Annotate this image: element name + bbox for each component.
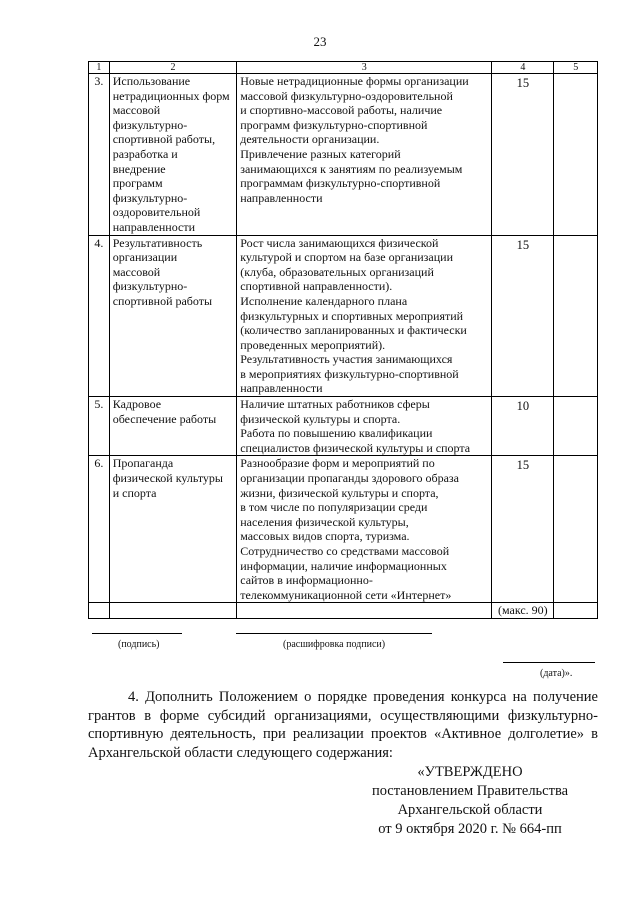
- approval-block: [340, 763, 600, 839]
- table-body: [89, 74, 598, 603]
- table-row: [89, 74, 598, 236]
- indicator-line: физкультурных и спортивных мероприятий: [240, 308, 464, 323]
- table-row: [89, 235, 598, 397]
- table-cell: [237, 603, 492, 619]
- max-score: [492, 74, 554, 236]
- total-score: (макс. 90): [492, 603, 554, 619]
- max-score: [492, 235, 554, 397]
- header-cell: 5: [554, 62, 598, 74]
- indicator-line: в мероприятиях физкультурно-спортивной: [240, 366, 459, 381]
- decoding-line: [236, 633, 432, 634]
- criterion-line: физической культуры: [112, 471, 223, 486]
- indicator-line: Результативность участия занимающихся: [240, 352, 453, 367]
- row-number: [89, 74, 110, 236]
- approval-title: «УТВЕРЖДЕНО: [417, 764, 523, 780]
- table-cell: [89, 603, 110, 619]
- indicators-cell: [237, 456, 492, 603]
- indicator-line: и спортивно-массовой работы, наличие: [240, 103, 443, 118]
- criterion-line: физкультурно-: [112, 279, 188, 294]
- decoding-caption: (расшифровка подписи): [283, 639, 386, 650]
- indicator-line: (количество запланированных и фактически: [240, 323, 467, 338]
- indicator-line: спортивной направленности).: [240, 279, 393, 294]
- criterion-line: спортивной работы: [112, 293, 213, 308]
- approval-line: от 9 октября 2020 г. № 664-пп: [378, 821, 562, 837]
- criterion-cell: [109, 74, 237, 236]
- table-cell: [109, 603, 237, 619]
- max-score: [492, 456, 554, 603]
- paragraph-text: 4. Дополнить Положением о порядке проведения конкурса на получение грантов в форме субсидий организациями, осуществляющими физкультурно-спортивную деятельность, при реализации проектов «Активное долголетие» в Архангельской области следующего содержания:: [88, 689, 598, 761]
- criterion-line: массовой физкультурно-: [112, 103, 188, 132]
- criterion-line: Использование: [112, 74, 191, 88]
- indicator-line: населения физической культуры,: [240, 514, 409, 529]
- header-cell: 1: [89, 62, 110, 74]
- criterion-line: организации: [112, 250, 178, 265]
- indicator-line: Работа по повышению квалификации: [240, 426, 433, 441]
- date-caption: (дата)».: [540, 668, 573, 679]
- indicator-line: Новые нетрадиционные формы организации: [240, 74, 469, 88]
- indicator-line: Привлечение разных категорий: [240, 146, 401, 161]
- note-cell: [554, 235, 598, 397]
- criteria-table: [88, 61, 598, 619]
- amendment-paragraph: [88, 688, 598, 762]
- indicator-line: физической культуры и спорта.: [240, 411, 401, 426]
- criterion-cell: [109, 397, 237, 456]
- indicator-line: Рост числа занимающихся физической: [240, 235, 439, 250]
- indicator-line: программ физкультурно-спортивной: [240, 117, 428, 132]
- page-number: 23: [313, 34, 327, 49]
- criterion-line: Пропаганда: [112, 456, 174, 471]
- signature-line: [92, 633, 182, 634]
- indicator-line: в том числе по популяризации среди: [240, 500, 428, 515]
- criterion-line: обеспечение работы: [112, 411, 217, 426]
- criterion-line: массовой: [112, 264, 161, 279]
- indicator-line: культурой и спортом на базе организации: [240, 250, 453, 265]
- indicator-line: Исполнение календарного плана: [240, 293, 408, 308]
- indicator-line: проведенных мероприятий).: [240, 337, 386, 352]
- row-number-text: 4.: [94, 235, 104, 250]
- table-cell: [554, 603, 598, 619]
- criterion-line: физкультурно-: [112, 190, 188, 205]
- criterion-line: программ: [112, 176, 163, 191]
- row-number: [89, 456, 110, 603]
- note-cell: [554, 456, 598, 603]
- indicator-line: деятельности организации.: [240, 132, 380, 147]
- max-score-text: 15: [516, 76, 530, 90]
- approval-line: Архангельской области: [397, 802, 543, 818]
- indicator-line: сайтов в информационно-: [240, 573, 373, 588]
- indicator-line: специалистов физической культуры и спорта: [240, 440, 471, 455]
- indicators-cell: [237, 235, 492, 397]
- date-line: [503, 662, 595, 663]
- table-header-row: [89, 62, 598, 74]
- indicator-line: массовых видов спорта, туризма.: [240, 529, 410, 544]
- table-row: [89, 397, 598, 456]
- indicator-line: организации пропаганды здорового образа: [240, 471, 459, 486]
- signature-caption: (подпись): [118, 639, 160, 650]
- indicator-line: телекоммуникационной сети «Интернет»: [240, 587, 452, 602]
- criterion-line: Кадровое: [112, 397, 162, 412]
- row-number-text: 6.: [94, 456, 104, 471]
- max-score-text: 15: [516, 237, 530, 252]
- max-score: [492, 397, 554, 456]
- max-score-text: 10: [516, 399, 530, 414]
- indicator-line: жизни, физической культуры и спорта,: [240, 485, 439, 500]
- criterion-line: разработка и внедрение: [112, 146, 178, 176]
- indicator-line: занимающихся к занятиям по реализуемым: [240, 161, 463, 176]
- row-number-text: 3.: [94, 74, 104, 88]
- table-row: [89, 456, 598, 603]
- indicator-line: Сотрудничество со средствами массовой: [240, 544, 450, 558]
- row-number-text: 5.: [94, 397, 104, 412]
- note-cell: [554, 74, 598, 236]
- indicator-line: программам физкультурно-спортивной: [240, 176, 441, 191]
- criterion-line: направленности: [112, 219, 196, 234]
- header-cell: 2: [109, 62, 237, 74]
- criterion-line: Результативность: [112, 235, 203, 250]
- indicator-line: направленности: [240, 190, 323, 205]
- indicators-cell: [237, 74, 492, 236]
- criterion-line: спортивной работы,: [112, 132, 216, 147]
- criterion-line: нетрадиционных форм: [112, 88, 230, 103]
- indicator-line: массовой физкультурно-оздоровительной: [240, 88, 453, 103]
- criterion-line: оздоровительной: [112, 205, 201, 220]
- header-cell: 3: [237, 62, 492, 74]
- indicator-line: (клуба, образовательных организаций: [240, 264, 434, 279]
- row-number: [89, 235, 110, 397]
- criterion-line: и спорта: [112, 485, 157, 500]
- indicators-cell: [237, 397, 492, 456]
- approval-line: постановлением Правительства: [371, 783, 569, 799]
- indicator-line: информации, наличие информационных: [240, 558, 447, 573]
- criterion-cell: [109, 456, 237, 603]
- max-score-text: 15: [516, 458, 530, 473]
- indicator-line: Разнообразие форм и мероприятий по: [240, 456, 435, 471]
- criterion-cell: [109, 235, 237, 397]
- row-number: [89, 397, 110, 456]
- indicator-line: направленности: [240, 381, 323, 396]
- table-total-row: [89, 603, 598, 619]
- indicator-line: Наличие штатных работников сферы: [240, 397, 430, 412]
- note-cell: [554, 397, 598, 456]
- header-cell: 4: [492, 62, 554, 74]
